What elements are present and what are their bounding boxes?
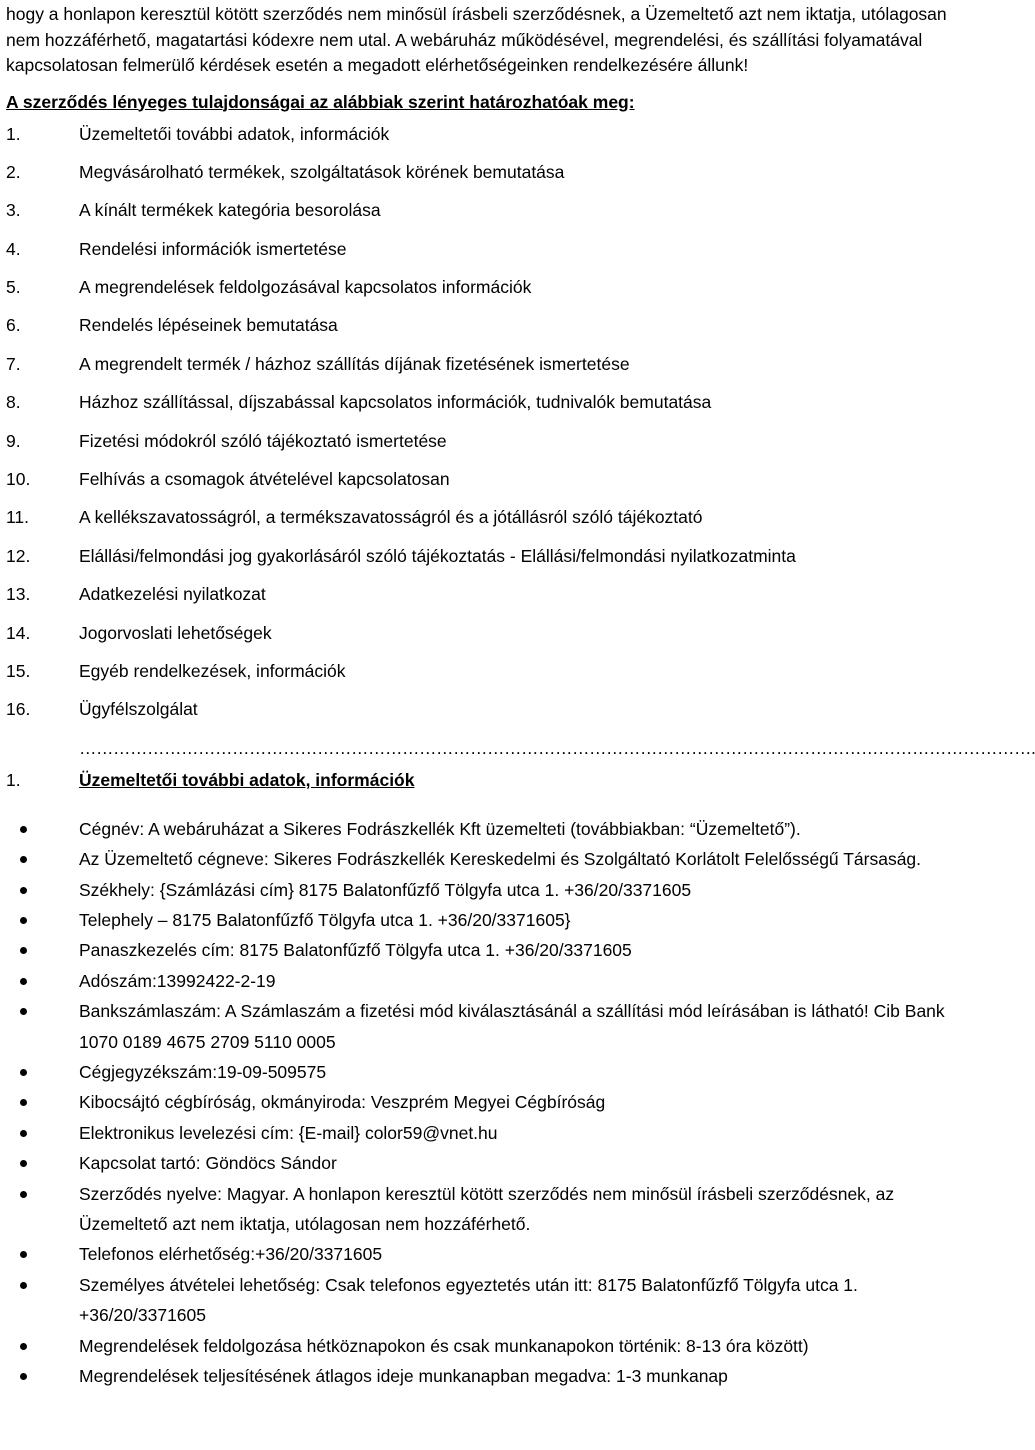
dotted-separator: …………………………………………………………………………………………………………………………………………………….: [79, 737, 1035, 758]
toc-item: [6, 582, 958, 620]
info-item: [6, 814, 958, 844]
bullet-icon: [20, 947, 27, 954]
toc-item-text: Fizetési módokról szóló tájékoztató ismertetése: [79, 430, 447, 451]
info-item-text: Kibocsájtó cégbíróság, okmányiroda: Veszprém Megyei Cégbíróság: [79, 1092, 606, 1113]
toc-item-text: Rendelési információk ismertetése: [79, 238, 347, 259]
toc-item: [6, 390, 958, 428]
info-item-text: Adószám:13992422-2-19: [79, 970, 276, 991]
info-item: [6, 1361, 958, 1391]
info-item-text: Megrendelések feldolgozása hétköznapokon és csak munkanapokon történik: 8-13 óra között): [79, 1335, 809, 1356]
bullet-icon: [20, 1099, 27, 1106]
toc-item: [6, 237, 958, 275]
bullet-icon: [20, 1008, 27, 1015]
toc-item: [6, 544, 958, 582]
toc-item: [6, 160, 958, 198]
toc-item-number: 12.: [6, 545, 31, 566]
info-item: [6, 966, 958, 996]
toc-item: [6, 467, 958, 505]
operator-info-list: [6, 814, 958, 1392]
info-item: [6, 844, 958, 874]
toc-item-text: Egyéb rendelkezések, információk: [79, 660, 346, 681]
toc-item-text: A megrendelt termék / házhoz szállítás díjának fizetésének ismertetése: [79, 353, 630, 374]
info-item: [6, 1118, 958, 1148]
bullet-icon: [20, 978, 27, 985]
info-item: [6, 1270, 958, 1331]
info-item: [6, 935, 958, 965]
toc-item-number: 1.: [6, 123, 21, 144]
bullet-icon: [20, 826, 27, 833]
info-item-text: Bankszámlaszám: A Számlaszám a fizetési mód kiválasztásánál a szállítási mód leírásában is látható! Cib Bank 1070 0189 4675 2709 5110 0005: [79, 1001, 945, 1052]
toc-item-text: A kínált termékek kategória besorolása: [79, 200, 381, 221]
toc-item-number: 5.: [6, 277, 21, 298]
info-item: [6, 1331, 958, 1361]
bullet-icon: [20, 887, 27, 894]
toc-item-number: 7.: [6, 353, 21, 374]
info-item-text: Cégnév: A webáruházat a Sikeres Fodrászkellék Kft üzemelteti (továbbiakban: “Üzemeltető”).: [79, 818, 801, 839]
section-heading: [6, 768, 958, 806]
intro-paragraph: hogy a honlapon keresztül kötött szerződés nem minősül írásbeli szerződésnek, a Üzemeltető azt nem iktatja, utólagosan nem hozzáférhető, magatartási kódexre nem utal. A webáruház működésével, megrendelési, és szállítási folyamatával kapcsolatosan felmerülő kérdések esetén a megadott elérhetőségeinken rendelkezésére állunk!: [6, 4, 947, 75]
toc-item-number: 4.: [6, 238, 21, 259]
toc-item: [6, 122, 958, 160]
bullet-icon: [20, 1130, 27, 1137]
info-item-text: Telefonos elérhetőség:+36/20/3371605: [79, 1244, 383, 1265]
info-item: [6, 1148, 958, 1178]
info-item: [6, 905, 958, 935]
bullet-icon: [20, 917, 27, 924]
info-item-text: Szerződés nyelve: Magyar. A honlapon keresztül kötött szerződés nem minősül írásbeli szerződésnek, az Üzemeltető azt nem iktatja, utólagosan nem hozzáférhető.: [79, 1183, 895, 1235]
toc-item-number: 13.: [6, 584, 31, 605]
info-item-text: Az Üzemeltető cégneve: Sikeres Fodrászkellék Kereskedelmi és Szolgáltató Korlátolt Felelősségű Társaság.: [79, 849, 922, 870]
bullet-icon: [20, 1251, 27, 1258]
toc-item: [6, 198, 958, 236]
info-item: [6, 1239, 958, 1269]
info-item-text: Telephely – 8175 Balatonfűzfő Tölgyfa utca 1. +36/20/3371605}: [79, 909, 571, 930]
bullet-icon: [20, 1343, 27, 1350]
section-title: Üzemeltetői további adatok, információk: [79, 769, 415, 790]
document-page: [6, 0, 1035, 1391]
toc-item: [6, 313, 958, 351]
toc-item-text: Felhívás a csomagok átvételével kapcsolatosan: [79, 469, 450, 490]
toc-item: [6, 352, 958, 390]
info-item: [6, 1087, 958, 1117]
toc-item-number: 16.: [6, 699, 31, 720]
toc-item-text: A megrendelések feldolgozásával kapcsolatos információk: [79, 277, 532, 298]
info-item-text: Kapcsolat tartó: Göndöcs Sándor: [79, 1153, 337, 1174]
toc-item: [6, 275, 958, 313]
toc-item-text: Jogorvoslati lehetőségek: [79, 622, 272, 643]
bullet-icon: [20, 1160, 27, 1167]
toc-item-text: Ügyfélszolgálat: [79, 699, 198, 720]
info-item: [6, 1057, 958, 1087]
info-item: [6, 1179, 958, 1240]
toc-item-text: Elállási/felmondási jog gyakorlásáról szóló tájékoztatás - Elállási/felmondási nyilatkozatminta: [79, 545, 796, 566]
toc-heading: A szerződés lényeges tulajdonságai az alábbiak szerint határozhatóak meg:: [6, 91, 635, 112]
toc-item-text: Házhoz szállítással, díjszabással kapcsolatos információk, tudnivalók bemutatása: [79, 392, 712, 413]
toc-item-number: 9.: [6, 430, 21, 451]
toc-item-text: Megvásárolható termékek, szolgáltatások körének bemutatása: [79, 161, 565, 182]
toc-item-number: 15.: [6, 660, 31, 681]
info-item-text: Panaszkezelés cím: 8175 Balatonfűzfő Tölgyfa utca 1. +36/20/3371605: [79, 940, 632, 961]
info-item-text: Megrendelések teljesítésének átlagos ideje munkanapban megadva: 1-3 munkanap: [79, 1366, 728, 1387]
toc-item-number: 8.: [6, 392, 21, 413]
bullet-icon: [20, 1282, 27, 1289]
toc-item-number: 3.: [6, 200, 21, 221]
toc-item-number: 14.: [6, 622, 31, 643]
info-item-text: Elektronikus levelezési cím: {E-mail} color59@vnet.hu: [79, 1122, 498, 1143]
toc-item: [6, 505, 958, 543]
info-item: [6, 996, 958, 1057]
toc-item: [6, 659, 958, 697]
bullet-icon: [20, 1191, 27, 1198]
toc-item-text: A kellékszavatosságról, a termékszavatosságról és a jótállásról szóló tájékoztató: [79, 507, 703, 528]
toc-item-number: 2.: [6, 161, 21, 182]
toc-list: [6, 122, 958, 736]
bullet-icon: [20, 1069, 27, 1076]
info-item-text: Székhely: {Számlázási cím} 8175 Balatonfűzfő Tölgyfa utca 1. +36/20/3371605: [79, 879, 692, 900]
info-item: [6, 875, 958, 905]
toc-item-text: Üzemeltetői további adatok, információk: [79, 123, 390, 144]
bullet-icon: [20, 1373, 27, 1380]
toc-item-number: 10.: [6, 469, 31, 490]
toc-item-number: 11.: [6, 507, 30, 528]
toc-item-text: Rendelés lépéseinek bemutatása: [79, 315, 338, 336]
info-item-text: Cégjegyzékszám:19-09-509575: [79, 1062, 327, 1082]
bullet-icon: [20, 856, 27, 863]
toc-item-number: 6.: [6, 315, 21, 336]
toc-item: [6, 621, 958, 659]
toc-item: [6, 429, 958, 467]
toc-item: [6, 697, 958, 735]
info-item-text: Személyes átvételei lehetőség: Csak telefonos egyeztetés után itt: 8175 Balatonfűzfő Tölgyfa utca 1. +36/20/3371605: [79, 1274, 858, 1326]
section-number: 1.: [6, 769, 21, 790]
toc-item-text: Adatkezelési nyilatkozat: [79, 584, 266, 605]
